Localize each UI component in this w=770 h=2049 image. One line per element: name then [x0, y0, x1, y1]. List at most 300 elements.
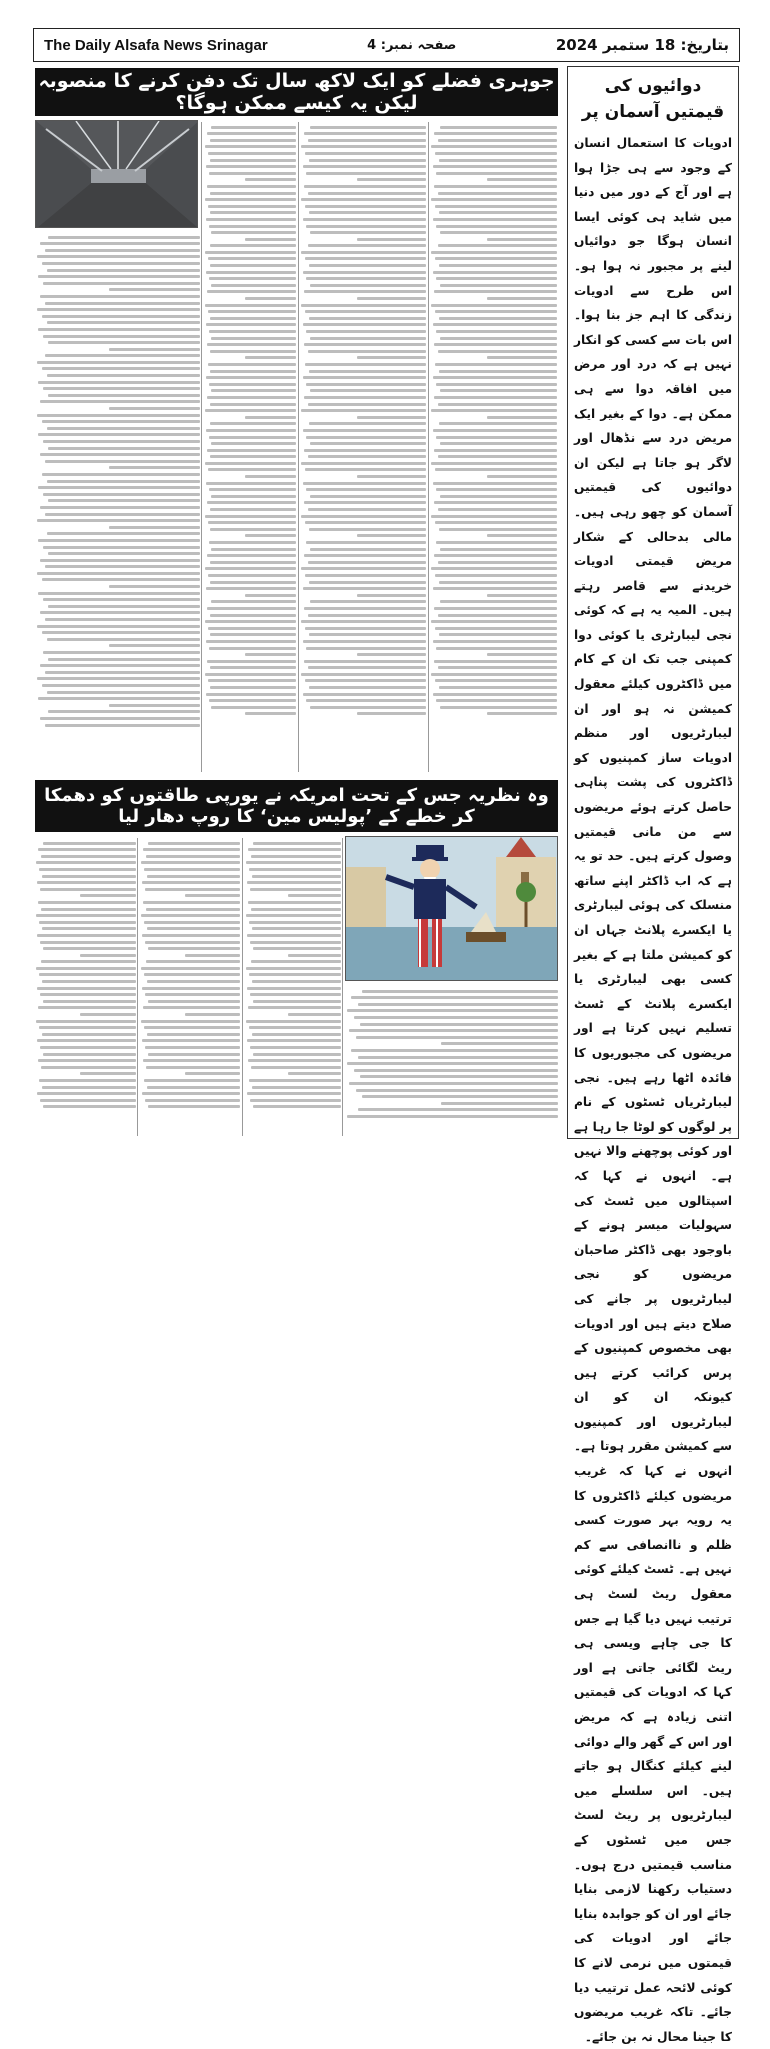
- text-line: [39, 1079, 136, 1082]
- text-line: [433, 271, 557, 274]
- text-line: [40, 717, 200, 720]
- text-line: [304, 290, 426, 293]
- cartoon-illustration: [345, 836, 558, 981]
- text-line: [40, 400, 200, 403]
- text-line: [147, 927, 240, 930]
- text-line: [304, 554, 426, 557]
- text-line: [435, 363, 557, 366]
- text-line: [358, 1003, 558, 1006]
- text-line: [144, 868, 240, 871]
- text-line: [301, 462, 426, 465]
- text-line: [141, 967, 240, 970]
- text-line: [38, 1059, 136, 1062]
- text-line: [109, 526, 200, 529]
- text-line: [142, 1039, 240, 1042]
- text-line: [357, 594, 426, 597]
- text-line: [304, 396, 426, 399]
- text-line: [41, 960, 136, 963]
- text-line: [206, 376, 296, 379]
- text-line: [249, 868, 341, 871]
- text-line: [205, 251, 296, 254]
- text-line: [185, 954, 240, 957]
- side-article-title: دوائیوں کی قیمتیں آسمان پر: [581, 76, 725, 122]
- text-line: [301, 567, 426, 570]
- text-line: [40, 295, 200, 298]
- text-line: [248, 848, 341, 851]
- text-line: [431, 251, 557, 254]
- text-line: [362, 1095, 558, 1098]
- text-line: [436, 330, 557, 333]
- text-line: [487, 534, 557, 537]
- text-line: [310, 442, 426, 445]
- text-line: [253, 842, 341, 845]
- text-line: [303, 376, 426, 379]
- text-line: [310, 337, 426, 340]
- text-line: [435, 257, 557, 260]
- text-line: [358, 1108, 558, 1111]
- text-line: [347, 1115, 558, 1118]
- text-line: [40, 1099, 136, 1102]
- text-line: [40, 993, 136, 996]
- text-line: [37, 677, 200, 680]
- text-line: [306, 277, 426, 280]
- text-line: [42, 473, 200, 476]
- text-line: [440, 600, 557, 603]
- text-line: [207, 396, 296, 399]
- text-line: [145, 993, 240, 996]
- text-line: [38, 592, 200, 595]
- text-line: [210, 581, 296, 584]
- text-line: [435, 310, 557, 313]
- text-line: [40, 506, 200, 509]
- text-line: [245, 594, 296, 597]
- text-line: [308, 455, 426, 458]
- headline-nuclear-waste: جوہری فضلے کو ایک لاکھ سال تک دفن کرنے کا منصوبہ لیکن یہ کیسے ممکن ہوگا؟: [35, 68, 558, 116]
- text-line: [357, 416, 426, 419]
- text-line: [211, 126, 296, 129]
- text-line: [41, 1066, 136, 1069]
- text-line: [309, 422, 426, 425]
- text-line: [208, 468, 296, 471]
- text-line: [440, 231, 557, 234]
- text-line: [252, 1086, 341, 1089]
- text-line: [48, 658, 200, 661]
- text-line: [208, 574, 296, 577]
- text-line: [309, 317, 426, 320]
- text-line: [351, 1049, 558, 1052]
- text-line: [109, 288, 200, 291]
- text-line: [147, 875, 240, 878]
- text-line: [253, 947, 341, 950]
- text-line: [349, 1029, 558, 1032]
- text-line: [209, 172, 296, 175]
- text-line: [37, 519, 200, 522]
- text-line: [40, 242, 200, 245]
- text-line: [38, 848, 136, 851]
- text-line: [36, 967, 136, 970]
- text-line: [251, 908, 341, 911]
- text-line: [43, 1105, 136, 1108]
- text-line: [209, 383, 296, 386]
- text-line: [249, 1079, 341, 1082]
- text-line: [433, 323, 557, 326]
- text-line: [207, 449, 296, 452]
- text-line: [42, 420, 200, 423]
- text-line: [309, 159, 426, 162]
- text-line: [39, 1026, 136, 1029]
- text-line: [148, 1000, 240, 1003]
- text-line: [251, 960, 341, 963]
- text-line: [310, 706, 426, 709]
- text-line: [487, 712, 557, 715]
- text-line: [245, 712, 296, 715]
- article-column-3: [204, 122, 296, 772]
- text-line: [439, 370, 557, 373]
- masthead: [33, 28, 740, 62]
- text-line: [431, 304, 557, 307]
- text-line: [43, 842, 136, 845]
- text-line: [148, 1105, 240, 1108]
- text-line: [301, 251, 426, 254]
- text-line: [47, 532, 200, 535]
- text-line: [303, 429, 426, 432]
- text-line: [357, 653, 426, 656]
- text-line: [347, 1062, 558, 1065]
- tunnel-photo: [35, 120, 198, 228]
- text-line: [247, 1092, 341, 1095]
- text-line: [252, 980, 341, 983]
- bottom-column-4: [35, 838, 136, 1136]
- text-line: [438, 350, 557, 353]
- text-line: [40, 888, 136, 891]
- text-line: [209, 277, 296, 280]
- text-line: [431, 462, 557, 465]
- text-line: [310, 389, 426, 392]
- text-line: [37, 1039, 136, 1042]
- text-line: [247, 934, 341, 937]
- text-line: [209, 436, 296, 439]
- text-line: [358, 1056, 558, 1059]
- text-line: [249, 1026, 341, 1029]
- text-line: [435, 205, 557, 208]
- text-line: [38, 901, 136, 904]
- text-line: [308, 561, 426, 564]
- text-line: [288, 1013, 341, 1016]
- text-line: [431, 198, 557, 201]
- text-line: [109, 644, 200, 647]
- text-line: [288, 894, 341, 897]
- text-line: [438, 614, 557, 617]
- text-line: [434, 185, 557, 188]
- text-line: [304, 343, 426, 346]
- text-line: [439, 633, 557, 636]
- text-line: [36, 1020, 136, 1023]
- text-line: [431, 567, 557, 570]
- text-line: [245, 475, 296, 478]
- text-line: [245, 178, 296, 181]
- text-line: [48, 605, 200, 608]
- text-line: [43, 546, 200, 549]
- text-line: [301, 304, 426, 307]
- text-line: [211, 548, 296, 551]
- text-line: [303, 165, 426, 168]
- text-line: [211, 337, 296, 340]
- text-line: [48, 552, 200, 555]
- text-line: [143, 901, 240, 904]
- text-line: [207, 554, 296, 557]
- text-line: [431, 409, 557, 412]
- text-line: [436, 488, 557, 491]
- text-line: [147, 1033, 240, 1036]
- text-line: [306, 436, 426, 439]
- text-line: [210, 666, 296, 669]
- text-line: [39, 973, 136, 976]
- text-line: [205, 567, 296, 570]
- text-line: [304, 132, 426, 135]
- text-line: [43, 947, 136, 950]
- text-line: [206, 323, 296, 326]
- text-line: [305, 468, 426, 471]
- text-line: [436, 699, 557, 702]
- text-line: [301, 145, 426, 148]
- text-line: [143, 1006, 240, 1009]
- text-line: [310, 495, 426, 498]
- text-line: [310, 231, 426, 234]
- text-line: [142, 934, 240, 937]
- text-line: [301, 620, 426, 623]
- text-line: [210, 139, 296, 142]
- text-line: [246, 861, 341, 864]
- text-line: [144, 1079, 240, 1082]
- text-line: [305, 363, 426, 366]
- text-line: [356, 1036, 558, 1039]
- text-line: [308, 244, 426, 247]
- text-line: [207, 501, 296, 504]
- text-line: [206, 429, 296, 432]
- text-line: [211, 231, 296, 234]
- text-line: [440, 284, 557, 287]
- text-line: [210, 633, 296, 636]
- text-line: [434, 396, 557, 399]
- text-line: [208, 521, 296, 524]
- text-line: [37, 987, 136, 990]
- newspaper-title: The Daily Alsafa News Srinagar: [44, 36, 268, 54]
- text-line: [211, 284, 296, 287]
- text-line: [36, 914, 136, 917]
- text-line: [431, 515, 557, 518]
- text-line: [303, 587, 426, 590]
- text-line: [145, 888, 240, 891]
- text-line: [48, 447, 200, 450]
- text-line: [305, 205, 426, 208]
- text-line: [439, 317, 557, 320]
- page-number: صفحہ نمبر: 4: [367, 37, 457, 53]
- text-line: [109, 348, 200, 351]
- text-line: [245, 653, 296, 656]
- text-line: [433, 693, 557, 696]
- text-line: [43, 598, 200, 601]
- text-line: [303, 693, 426, 696]
- text-line: [210, 614, 296, 617]
- text-line: [306, 172, 426, 175]
- text-line: [37, 572, 200, 575]
- text-line: [309, 581, 426, 584]
- text-line: [434, 554, 557, 557]
- text-line: [41, 855, 136, 858]
- text-line: [145, 941, 240, 944]
- text-line: [43, 1053, 136, 1056]
- text-line: [308, 192, 426, 195]
- text-line: [43, 440, 200, 443]
- text-line: [434, 660, 557, 663]
- text-line: [438, 666, 557, 669]
- text-line: [436, 277, 557, 280]
- text-line: [303, 271, 426, 274]
- text-line: [439, 581, 557, 584]
- text-line: [304, 449, 426, 452]
- text-line: [438, 403, 557, 406]
- text-line: [210, 508, 296, 511]
- text-line: [206, 587, 296, 590]
- text-line: [144, 921, 240, 924]
- text-line: [109, 407, 200, 410]
- text-line: [433, 429, 557, 432]
- text-line: [303, 640, 426, 643]
- text-line: [439, 686, 557, 689]
- text-line: [205, 515, 296, 518]
- text-line: [252, 1033, 341, 1036]
- text-line: [40, 664, 200, 667]
- text-line: [208, 627, 296, 630]
- text-line: [246, 914, 341, 917]
- text-line: [303, 323, 426, 326]
- text-line: [42, 367, 200, 370]
- text-line: [245, 297, 296, 300]
- text-line: [209, 330, 296, 333]
- text-line: [439, 422, 557, 425]
- text-line: [42, 578, 200, 581]
- text-line: [439, 159, 557, 162]
- text-line: [347, 1009, 558, 1012]
- text-line: [310, 284, 426, 287]
- text-line: [209, 225, 296, 228]
- text-line: [37, 934, 136, 937]
- text-line: [206, 165, 296, 168]
- text-line: [38, 1006, 136, 1009]
- text-line: [40, 453, 200, 456]
- side-article: [567, 66, 739, 2044]
- text-line: [434, 449, 557, 452]
- text-line: [45, 671, 200, 674]
- text-line: [207, 185, 296, 188]
- text-line: [305, 574, 426, 577]
- text-line: [308, 139, 426, 142]
- text-line: [148, 1053, 240, 1056]
- text-line: [37, 361, 200, 364]
- text-line: [39, 868, 136, 871]
- text-line: [147, 1086, 240, 1089]
- text-line: [45, 249, 200, 252]
- text-line: [349, 1082, 558, 1085]
- text-line: [209, 699, 296, 702]
- text-line: [247, 881, 341, 884]
- text-line: [205, 198, 296, 201]
- text-line: [42, 315, 200, 318]
- text-line: [308, 614, 426, 617]
- text-line: [248, 1059, 341, 1062]
- text-line: [440, 548, 557, 551]
- text-line: [41, 908, 136, 911]
- text-line: [357, 475, 426, 478]
- text-line: [45, 618, 200, 621]
- text-line: [210, 370, 296, 373]
- text-line: [436, 647, 557, 650]
- text-line: [42, 1033, 136, 1036]
- text-line: [143, 1059, 240, 1062]
- text-line: [80, 1013, 136, 1016]
- text-line: [47, 374, 200, 377]
- text-line: [431, 673, 557, 676]
- text-line: [357, 712, 426, 715]
- text-line: [440, 337, 557, 340]
- text-line: [250, 941, 341, 944]
- text-line: [245, 534, 296, 537]
- text-line: [208, 152, 296, 155]
- text-line: [43, 493, 200, 496]
- text-line: [48, 341, 200, 344]
- text-line: [441, 1042, 558, 1045]
- text-line: [306, 488, 426, 491]
- text-line: [487, 178, 557, 181]
- text-line: [434, 290, 557, 293]
- text-line: [439, 528, 557, 531]
- text-line: [306, 647, 426, 650]
- text-line: [47, 427, 200, 430]
- text-line: [433, 376, 557, 379]
- text-line: [207, 607, 296, 610]
- text-line: [439, 211, 557, 214]
- text-line: [142, 1092, 240, 1095]
- text-line: [48, 394, 200, 397]
- article-column-2: [300, 122, 426, 772]
- text-line: [301, 409, 426, 412]
- text-line: [145, 1099, 240, 1102]
- text-line: [45, 302, 200, 305]
- text-line: [252, 927, 341, 930]
- text-line: [253, 1053, 341, 1056]
- text-line: [434, 343, 557, 346]
- text-line: [433, 218, 557, 221]
- text-line: [438, 244, 557, 247]
- text-line: [208, 310, 296, 313]
- text-line: [309, 370, 426, 373]
- text-line: [436, 383, 557, 386]
- text-line: [252, 875, 341, 878]
- text-line: [142, 987, 240, 990]
- text-line: [47, 269, 200, 272]
- text-line: [211, 442, 296, 445]
- text-line: [141, 1020, 240, 1023]
- text-line: [357, 238, 426, 241]
- text-line: [38, 328, 200, 331]
- article-column-1: [430, 122, 557, 772]
- text-line: [487, 297, 557, 300]
- text-line: [145, 1046, 240, 1049]
- text-line: [210, 528, 296, 531]
- text-line: [206, 482, 296, 485]
- text-line: [351, 996, 558, 999]
- text-line: [210, 422, 296, 425]
